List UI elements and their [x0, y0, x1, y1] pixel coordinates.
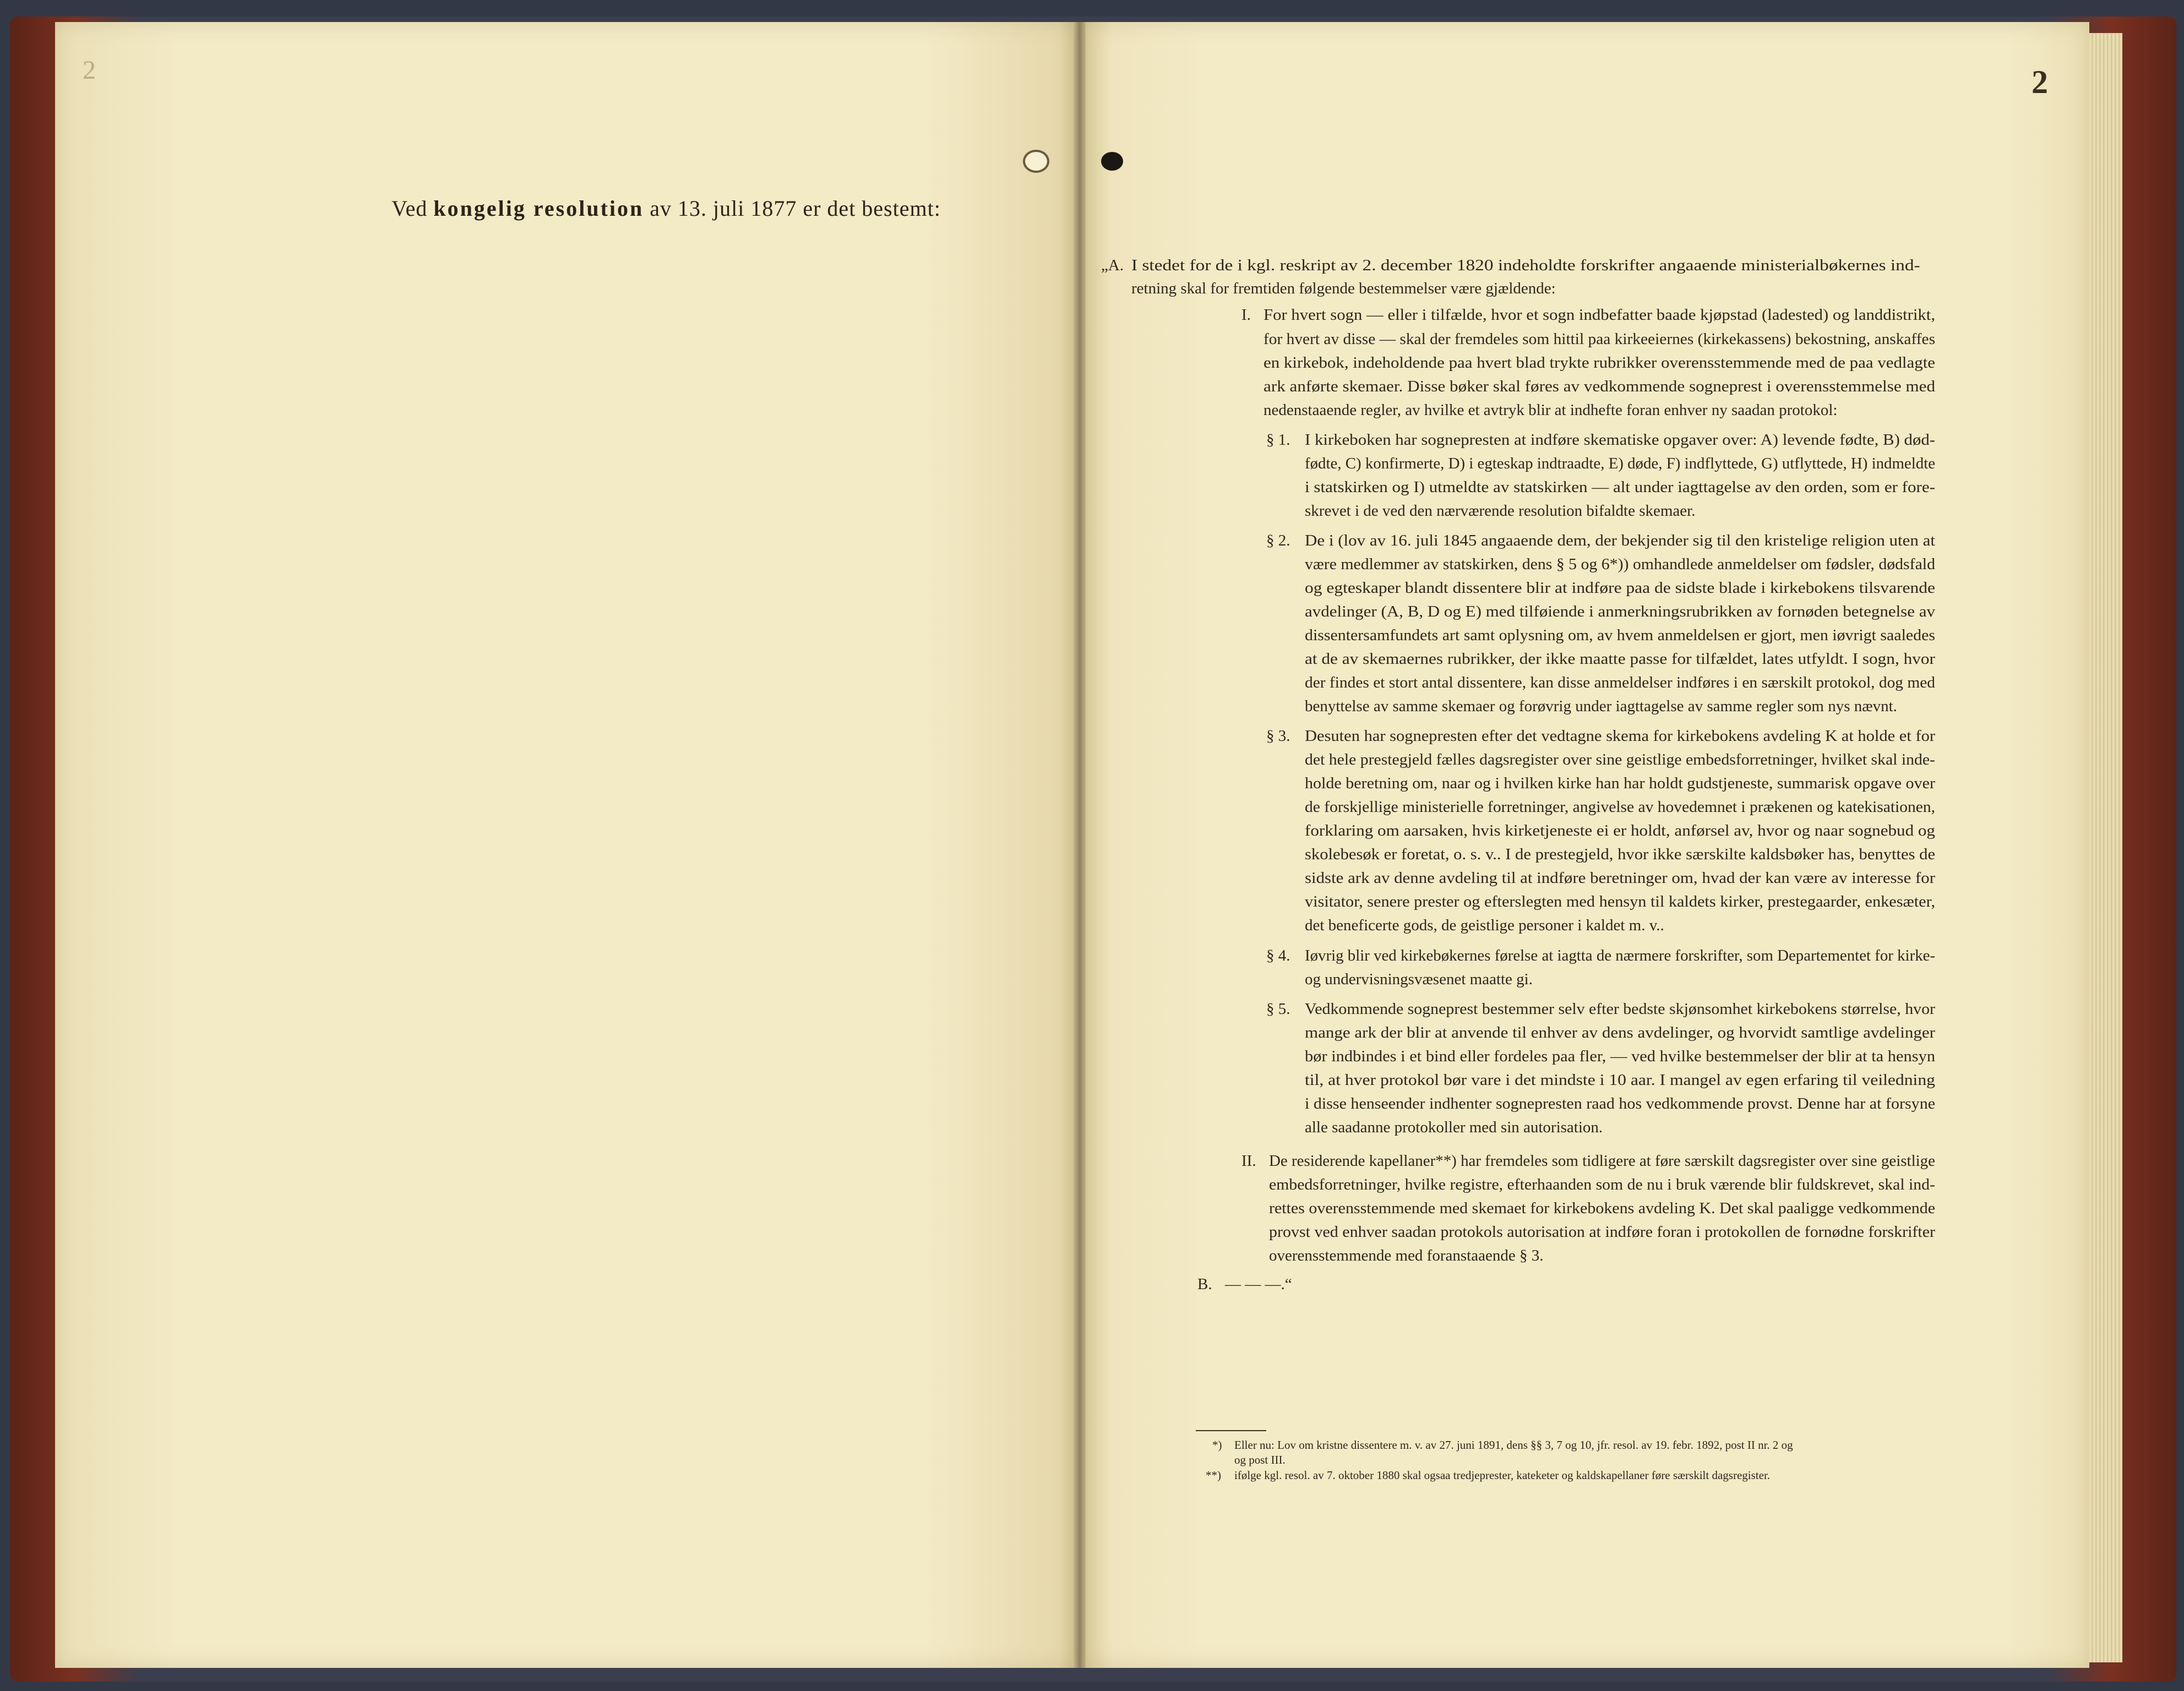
text-line: provst ved enhver saadan protokols autorisation at indføre foran i protokollen de fornødne forskrifter	[1269, 1223, 1936, 1241]
text-line: mange ark der blir at anvende til enhver av dens avdelinger, og hvorvidt samtlige avdelinger	[1305, 1024, 1935, 1041]
line-marker: II.	[1241, 1152, 1256, 1170]
binding-hole-left	[1023, 150, 1049, 173]
footnote-marker: **)	[1206, 1469, 1221, 1482]
text-line: I kirkeboken har sognepresten at indføre skematiske opgaver over: A) levende fødte, B) død-	[1305, 431, 1936, 449]
text-line: sidste ark av denne avdeling til at indføre beretninger om, hvad der kan være av interesse for	[1305, 869, 1936, 887]
footnote-rule	[1196, 1430, 1266, 1431]
text-line: til, at hver protokol bør vare i det mindste i 10 aar. I mangel av egen erfaring til veiledning	[1305, 1071, 1935, 1089]
text-line: Iøvrig blir ved kirkebøkernes førelse at iagtta de nærmere forskrifter, som Departementet for kirke-	[1305, 947, 1936, 964]
text-line: en kirkebok, indeholdende paa hvert blad trykte rubrikker overensstemmende med de paa vedlagte	[1263, 354, 1936, 372]
text-line: avdelinger (A, B, D og E) med tilføiende i anmerkningsrubrikken av fornøden betegnelse av	[1305, 603, 1935, 620]
text-line: overensstemmende med foranstaaende § 3.	[1269, 1247, 1544, 1264]
line-marker: § 3.	[1266, 727, 1290, 745]
heading-prefix: Ved	[391, 196, 434, 221]
text-line: visitator, senere prester og efterslegten med hensyn til kaldets kirker, prestegaarder, enkesæter,	[1305, 893, 1936, 910]
heading-bold: kongelig resolution	[433, 196, 644, 221]
text-line: nedenstaaende regler, av hvilke et avtryk blir at indhefte foran enhver ny saadan protokol:	[1263, 401, 1838, 419]
line-marker: § 4.	[1266, 947, 1290, 964]
line-marker: § 5.	[1266, 1000, 1290, 1018]
text-line: For hvert sogn — eller i tilfælde, hvor et sogn indbefatter baade kjøpstad (ladested) og landdistrikt,	[1263, 306, 1936, 324]
text-line: I stedet for de i kgl. reskript av 2. december 1820 indeholdte forskrifter angaaende ministerialbøkernes ind-	[1131, 257, 1920, 274]
text-line: retning skal for fremtiden følgende bestemmelser være gjældende:	[1131, 280, 1556, 297]
text-line: være medlemmer av statskirken, dens § 5 og 6*)) omhandlede anmeldelser om fødsler, dødsfald	[1305, 555, 1935, 573]
text-line: alle saadanne protokoller med sin autorisation.	[1305, 1119, 1603, 1136]
text-line: i disse henseender indhenter sognepresten raad hos vedkommende provst. Denne har at forsyne	[1305, 1095, 1936, 1112]
text-line: og egteskaper blandt dissentere blir at indføre paa de sidste blade i kirkebokens tilsvarende	[1305, 579, 1935, 597]
left-page	[55, 22, 1079, 1668]
text-line: benyttelse av samme skemaer og forøvrig under iagttagelse av samme regler som nys nævnt.	[1305, 697, 1897, 715]
text-line: fødte, C) konfirmerte, D) i egteskap indtraadte, E) døde, F) indflyttede, G) utflyttede, H) indmeldte	[1305, 455, 1936, 472]
text-line: forklaring om aarsaken, hvis kirketjeneste ei er holdt, anførsel av, hvor og naar sognebud og	[1305, 822, 1935, 839]
text-line: Desuten har sognepresten efter det vedtagne skema for kirkebokens avdeling K at holde et for	[1305, 727, 1936, 745]
text-line: det beneficerte gods, de geistlige personer i kaldet m. v..	[1305, 917, 1664, 934]
text-line: skrevet i de ved den nærværende resolution bifaldte skemaer.	[1305, 502, 1696, 520]
footnote-marker: *)	[1212, 1438, 1222, 1452]
text-line: embedsforretninger, hvilke registre, efterhaanden som de nu i bruk værende blir fuldskrevet, skal ind-	[1269, 1176, 1935, 1193]
binding-hole-right	[1101, 152, 1123, 171]
footnote-line: ifølge kgl. resol. av 7. oktober 1880 skal ogsaa tredjeprester, kateketer og kaldskapellaner føre særskilt dagsregister.	[1234, 1469, 1771, 1482]
line-marker: „A.	[1101, 257, 1124, 274]
text-line: det hele prestegjeld fælles dagsregister over sine geistlige embedsforretninger, hvilket skal inde-	[1305, 751, 1935, 768]
book-gutter	[1074, 22, 1086, 1668]
resolution-heading	[325, 195, 1007, 221]
line-marker: B.	[1197, 1275, 1212, 1293]
text-line: — — —.“	[1225, 1275, 1292, 1293]
page-edges	[2089, 33, 2122, 1662]
text-line: at de av skemaernes rubrikker, der ikke maatte passe for tilfældet, lates utfyldt. I sogn, hvor	[1305, 650, 1935, 668]
footnote-line: og post III.	[1234, 1453, 1286, 1466]
text-line: de forskjellige ministerielle forretninger, angivelse av hovedemnet i prækenen og katekisationen,	[1305, 798, 1936, 816]
heading-suffix: av 13. juli 1877 er det bestemt:	[644, 196, 941, 221]
text-line: der findes et stort antal dissentere, kan disse anmeldelser indføres i en særskilt protokol, dog med	[1305, 674, 1936, 691]
text-line: ark anførte skemaer. Disse bøker skal føres av vedkommende sogneprest i overensstemmelse med	[1263, 378, 1936, 395]
page-number: 2	[2031, 64, 2048, 100]
text-line: holde beretning om, naar og i hvilken kirke han har holdt gudstjeneste, summarisk opgave over	[1305, 774, 1935, 792]
text-line: De residerende kapellaner**) har fremdeles som tidligere at føre særskilt dagsregister over sine geistlige	[1269, 1152, 1935, 1170]
text-line: dissentersamfundets art samt oplysning om, av hvem anmeldelsen er gjort, men iøvrigt saaledes	[1305, 626, 1935, 644]
line-marker: § 1.	[1266, 431, 1290, 449]
text-line: i statskirken og I) utmeldte av statskirken — alt under iagttagelse av den orden, som er fore-	[1305, 478, 1935, 496]
line-marker: § 2.	[1266, 532, 1290, 549]
text-line: De i (lov av 16. juli 1845 angaaende dem, der bekjender sig til den kristelige religion uten at	[1305, 532, 1935, 549]
text-line: skolebesøk er foretat, o. s. v.. I de prestegjeld, hvor ikke særskilte kaldsbøker has, benyttes de	[1305, 846, 1936, 863]
text-line: for hvert av disse — skal der fremdeles som hittil paa kirkeeiernes (kirkekassens) bekostning, anskaffes	[1263, 330, 1936, 348]
text-line: og undervisningsvæsenet maatte gi.	[1305, 970, 1533, 988]
text-line: Vedkommende sogneprest bestemmer selv efter bedste skjønsomhet kirkebokens størrelse, hvor	[1305, 1000, 1935, 1018]
footnote-line: Eller nu: Lov om kristne dissentere m. v. av 27. juni 1891, dens §§ 3, 7 og 10, jfr. resol. av 19. febr. 1892, post II nr. 2 og	[1234, 1438, 1793, 1452]
left-page-mark: 2	[83, 56, 96, 85]
line-marker: I.	[1241, 306, 1251, 324]
text-line: bør indbindes i et bind eller fordeles paa fler, — ved hvilke bestemmelser der blir at ta hensyn	[1305, 1048, 1936, 1065]
text-line: rettes overensstemmende med skemaet for kirkebokens avdeling K. Det skal paaligge vedkommende	[1269, 1199, 1936, 1217]
